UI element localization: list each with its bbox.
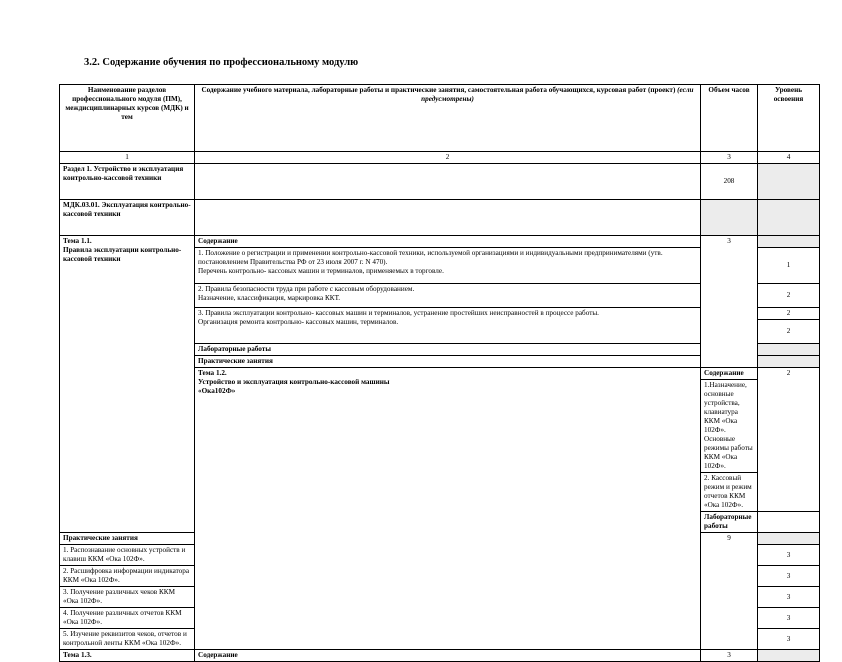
topic-row (60, 236, 820, 248)
section-heading: 3.2. Содержание обучения по профессиональному модулю (84, 57, 359, 68)
mdk-hours (701, 200, 758, 236)
lab-hours (758, 512, 820, 533)
topic-title: Тема 1.3. (60, 650, 195, 662)
topic-row (60, 650, 820, 662)
col-number: 4 (758, 152, 820, 164)
header-col2-main: Содержание учебного материала, лабораторные работы и практические занятия, самостоятельная работа обучающихся, курсовая работ (проект) (201, 86, 676, 94)
lab-label: Лабораторные работы (195, 344, 701, 356)
content-label: Содержание (195, 236, 701, 248)
topic-hours: 3 (701, 650, 758, 662)
practice-item-text: 2. Расшифровка информации индикатора ККМ «Ока 102Ф». (60, 566, 195, 587)
header-col1: Наименование разделов профессионального модуля (ПМ), междисциплинарных курсов (МДК) и тем (60, 85, 195, 152)
curriculum-table (59, 84, 820, 662)
practice-item-text: 4. Получение различных отчетов ККМ «Ока 102Ф». (60, 608, 195, 629)
practice-hours: 9 (701, 533, 758, 650)
item-level: 1 (758, 248, 820, 284)
topic-title: Тема 1.1. (63, 237, 92, 245)
header-row (60, 85, 820, 152)
topic-title: Тема 1.2. (198, 369, 227, 377)
lab-label: Лабораторные работы (701, 512, 758, 533)
content-item-text: 2. Кассовый режим и режим отчетов ККМ «Ока 102Ф». (701, 473, 758, 512)
item-level: 3 (758, 608, 820, 629)
mdk-title: МДК.03.01. Эксплуатация контрольно- кассовой техники (60, 200, 195, 236)
topic-hours: 3 (701, 236, 758, 368)
section-row (60, 164, 820, 200)
item-level: 3 (758, 566, 820, 587)
level-blank (758, 356, 820, 368)
section-hours: 208 (701, 164, 758, 200)
level-blank (758, 650, 820, 662)
practice-item-text: 5. Изучение реквизитов чеков, отчетов и контрольной ленты ККМ «Ока 102Ф». (60, 629, 195, 650)
mdk-content (195, 200, 701, 236)
item-extra: Назначение, классификация, маркировка ККТ. (198, 294, 341, 302)
header-col2-italic: (если предусмотрены) (421, 86, 694, 103)
level-blank (758, 344, 820, 356)
content-label: Содержание (701, 368, 758, 380)
item-extra: Перечень контрольно- кассовых машин и терминалов, применяемых в торговле. (198, 267, 444, 275)
practice-label: Практические занятия (60, 533, 195, 545)
mdk-row (60, 200, 820, 236)
item-level: 3 (758, 587, 820, 608)
topic-subtitle: Устройство и эксплуатация контрольно-кассовой машины (198, 378, 390, 386)
practice-label: Практические занятия (195, 356, 701, 368)
column-number-row (60, 152, 820, 164)
col-number: 3 (701, 152, 758, 164)
header-col2 (195, 85, 701, 152)
item-text: 1. Положение о регистрации и применении контрольно-кассовой техники, используемой организациями и индивидуальными предпринимателями (утв. постановлением Правительства РФ от 23 июля 2007 г. N 470). (198, 249, 663, 266)
item-text: 2. Правила безопасности труда при работе с кассовым оборудованием. (198, 285, 415, 293)
topic-subtitle: Правила эксплуатации контрольно- кассовой техники (63, 246, 182, 263)
item-level: 3 (758, 629, 820, 650)
topic-title-cell (60, 236, 195, 533)
col-number: 2 (195, 152, 701, 164)
section-content (195, 164, 701, 200)
item-level: 3 (758, 545, 820, 566)
mdk-level (758, 200, 820, 236)
section-level (758, 164, 820, 200)
col-number: 1 (60, 152, 195, 164)
item-text: 1.Назначение, основные устройства, клавиатура ККМ «Ока 102Ф». (704, 381, 747, 434)
content-item-text (195, 284, 701, 308)
content-label: Содержание (195, 650, 701, 662)
content-item-text (195, 308, 701, 344)
item-level: 2 (758, 308, 820, 320)
topic-subtitle-bold: «Ока102Ф» (198, 387, 236, 395)
header-col3: Объем часов (701, 85, 758, 152)
header-col4: Уровень освоения (758, 85, 820, 152)
practice-item-text: 3. Получение различных чеков ККМ «Ока 102Ф». (60, 587, 195, 608)
item-level: 2 (758, 284, 820, 308)
item-level: 2 (758, 320, 820, 344)
topic-title-cell (195, 368, 701, 650)
practice-item-text: 1. Распознавание основных устройств и клавиш ККМ «Ока 102Ф». (60, 545, 195, 566)
level-blank (758, 533, 820, 545)
topic-hours: 2 (758, 368, 820, 512)
item-extra: Организация ремонта контрольно- кассовых машин, терминалов. (198, 318, 399, 326)
content-item-text (701, 380, 758, 473)
content-item-text (195, 248, 701, 284)
item-text: 3. Правила эксплуатации контрольно- кассовых машин и терминалов, устранение простейших неисправностей в процессе работы. (198, 309, 599, 317)
level-blank (758, 236, 820, 248)
item-extra: Основные режимы работы ККМ «Ока 102Ф». (704, 435, 753, 470)
section-title: Раздел 1. Устройство и эксплуатация контрольно-кассовой техники (60, 164, 195, 200)
